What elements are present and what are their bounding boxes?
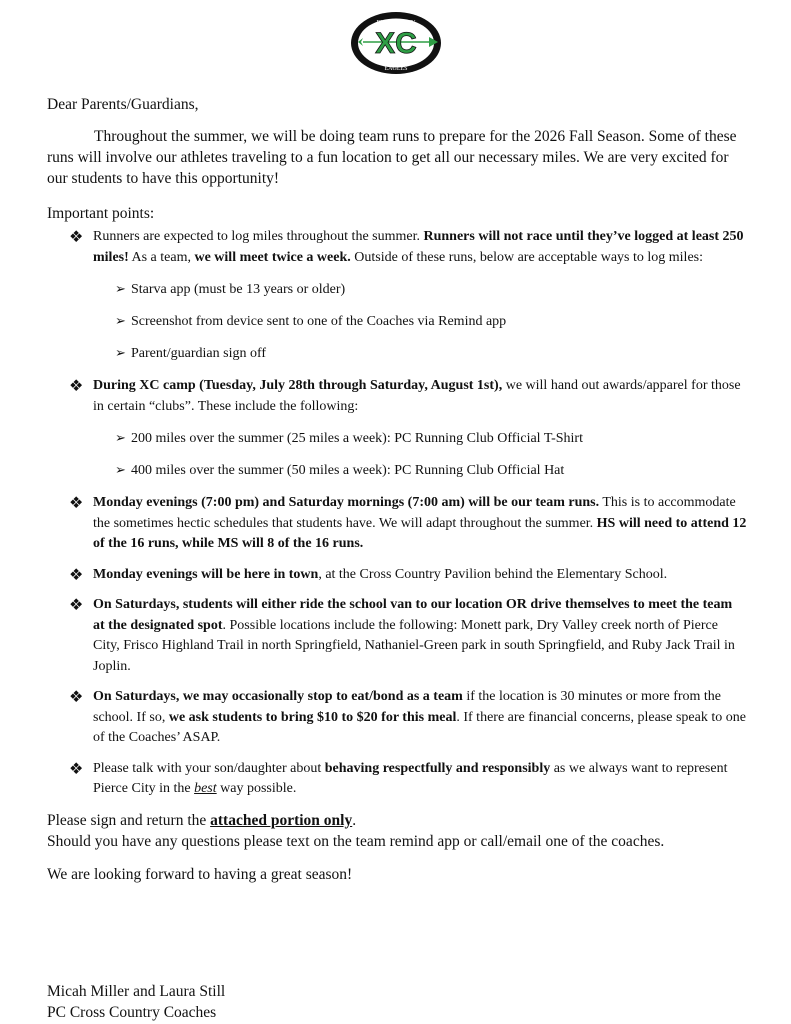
list-item: ❖ On Saturdays, students will either ride the school van to our location OR drive themselves to meet the team at the designated spot. Possible locations include the following: Monett park, Dry Valley creek north of Pierce City, Frisco Highland Trail in north Springfield, Nathaniel-Green park in south Springfield, and Ruby Jack Trail in Joplin. <box>69 595 735 674</box>
list-item: ❖ On Saturdays, we may occasionally stop to eat/bond as a team if the location is 30 minutes or more from the school. If so, we ask students to bring $10 to $20 for this meal. If there are financial concerns, please speak to one of the Coaches’ ASAP. <box>69 687 746 745</box>
sub-list-item: ➢ 200 miles over the summer (25 miles a week): PC Running Club Official T-Shirt <box>93 429 747 449</box>
coach-names: Micah Miller and Laura Still <box>47 983 226 1000</box>
arrow-bullet-icon: ➢ <box>115 282 126 297</box>
arrow-bullet-icon: ➢ <box>115 314 126 329</box>
signature-block <box>47 981 225 1023</box>
sub-list-item: ➢ 400 miles over the summer (50 miles a week): PC Running Club Official Hat <box>93 461 747 481</box>
list-item: ❖ Runners are expected to log miles throughout the summer. Runners will not race until they’ve logged at least 250 miles! As a team, we will meet twice a week. Outside of these runs, below are acceptable ways to log miles: ➢ Starva app (must be 13 years or older) ➢ Screenshot from device sent to one of the Coaches via Remind app ➢ Parent/guardian sign off <box>47 227 747 364</box>
four-diamond-bullet-icon: ❖ <box>69 564 84 584</box>
four-diamond-bullet-icon: ❖ <box>69 687 84 706</box>
letter-body <box>47 94 747 885</box>
logo-bottom-text: EAGLES <box>384 66 408 72</box>
arrow-bullet-icon: ➢ <box>115 463 126 478</box>
sub-list <box>93 280 747 364</box>
questions-text: Should you have any questions please text on the team remind app or call/email one of the coaches. <box>47 832 665 850</box>
list-item: ❖ Please talk with your son/daughter about behaving respectfully and responsibly as we always want to represent Pierce City in the best way possible. <box>69 758 728 796</box>
four-diamond-bullet-icon: ❖ <box>69 227 84 246</box>
list-item: ❖ Monday evenings (7:00 pm) and Saturday mornings (7:00 am) will be our team runs. This is to accommodate the sometimes hectic schedules that students have. We will adapt throughout the summer. HS will need to attend 12 of the 16 runs, while MS will 8 of the 16 runs. <box>69 493 747 551</box>
logo-mark: XC <box>375 27 417 60</box>
sub-list-item: ➢ Parent/guardian sign off <box>93 344 747 364</box>
sub-list-item: ➢ Screenshot from device sent to one of the Coaches via Remind app <box>93 312 747 332</box>
sign-instruction: Please sign and return the attached portion only. <box>47 811 357 829</box>
arrow-bullet-icon: ➢ <box>115 346 126 361</box>
logo-top-text: PIERCE CITY <box>376 19 416 26</box>
intro-paragraph: Throughout the summer, we will be doing team runs to prepare for the 2026 Fall Season. Some of these runs will involve our athletes traveling to a fun location to get all our necessary miles. We are very excited for our students to have this opportunity! <box>47 128 737 187</box>
four-diamond-bullet-icon: ❖ <box>69 376 84 395</box>
four-diamond-bullet-icon: ❖ <box>69 595 84 614</box>
closing-text: We are looking forward to having a great season! <box>47 865 353 883</box>
sub-list <box>93 429 747 481</box>
list-item: ❖ During XC camp (Tuesday, July 28th through Saturday, August 1st), we will hand out awards/apparel for those in certain “clubs”. These include the following: ➢ 200 miles over the summer (25 miles a week): PC Running Club Official T-Shirt ➢ 400 miles over the summer (50 miles a week): PC Running Club Official Hat <box>47 376 747 481</box>
four-diamond-bullet-icon: ❖ <box>69 493 84 512</box>
sub-list-item: ➢ Starva app (must be 13 years or older) <box>93 280 747 300</box>
list-item: ❖ Monday evenings will be here in town, at the Cross Country Pavilion behind the Elementary School. <box>69 564 668 584</box>
arrow-bullet-icon: ➢ <box>115 431 126 446</box>
important-points-list <box>47 227 747 800</box>
four-diamond-bullet-icon: ❖ <box>69 758 84 778</box>
pierce-city-xc-logo <box>349 10 443 76</box>
points-header: Important points: <box>47 205 155 222</box>
greeting: Dear Parents/Guardians, <box>47 96 199 113</box>
coach-title: PC Cross Country Coaches <box>47 1004 217 1021</box>
